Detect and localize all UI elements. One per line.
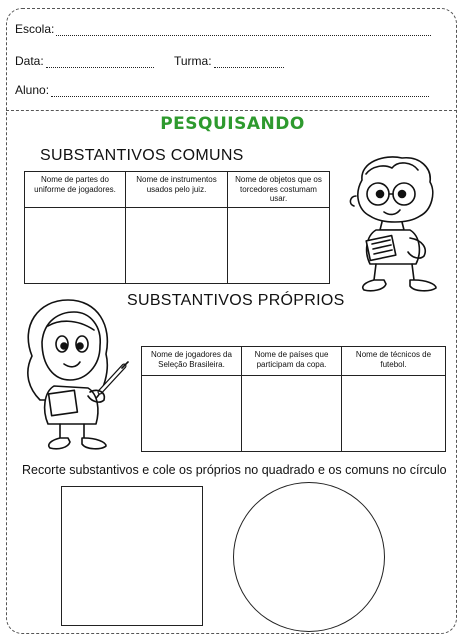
aluno-field[interactable] [15,83,429,97]
proprios-column-header: Nome de países que participam da copa. [242,347,342,376]
proprios-column-header: Nome de técnicos de futebol. [342,347,446,376]
comuns-column-header: Nome de objetos que os torcedores costumam usar. [228,172,330,208]
comuns-answer-row [25,207,330,283]
comuns-answer-cell[interactable] [228,207,330,283]
comuns-header-row [25,172,330,208]
escola-label: Escola: [15,22,55,36]
page-title: PESQUISANDO [160,114,305,134]
comuns-column-header: Nome de instrumentos usados pelo juiz. [126,172,228,208]
boy-with-glasses-reading-icon [332,152,450,300]
data-field[interactable] [15,54,154,68]
comuns-title: SUBSTANTIVOS COMUNS [40,147,244,164]
proprios-table [141,346,446,452]
turma-field[interactable] [174,54,284,68]
escola-line [56,25,431,36]
instruction-text: Recorte substantivos e cole os próprios no quadrado e os comuns no círculo [22,463,447,477]
proprios-paste-square[interactable] [61,486,203,626]
turma-label: Turma: [174,54,212,68]
aluno-line [51,86,429,97]
escola-field[interactable] [15,22,431,36]
proprios-answer-row [142,376,446,452]
turma-line [214,57,284,68]
header-separator [6,110,457,111]
comuns-table [24,171,330,284]
comuns-answer-cell[interactable] [126,207,228,283]
comuns-column-header: Nome de partes do uniforme de jogadores. [25,172,126,208]
data-label: Data: [15,54,44,68]
girl-writing-with-pencil-icon [14,296,136,456]
proprios-answer-cell[interactable] [142,376,242,452]
proprios-column-header: Nome de jogadores da Seleção Brasileira. [142,347,242,376]
data-line [46,57,154,68]
proprios-answer-cell[interactable] [342,376,446,452]
proprios-title: SUBSTANTIVOS PRÓPRIOS [127,292,345,309]
aluno-label: Aluno: [15,83,50,97]
comuns-paste-circle[interactable] [233,482,385,632]
comuns-answer-cell[interactable] [25,207,126,283]
proprios-answer-cell[interactable] [242,376,342,452]
proprios-header-row [142,347,446,376]
